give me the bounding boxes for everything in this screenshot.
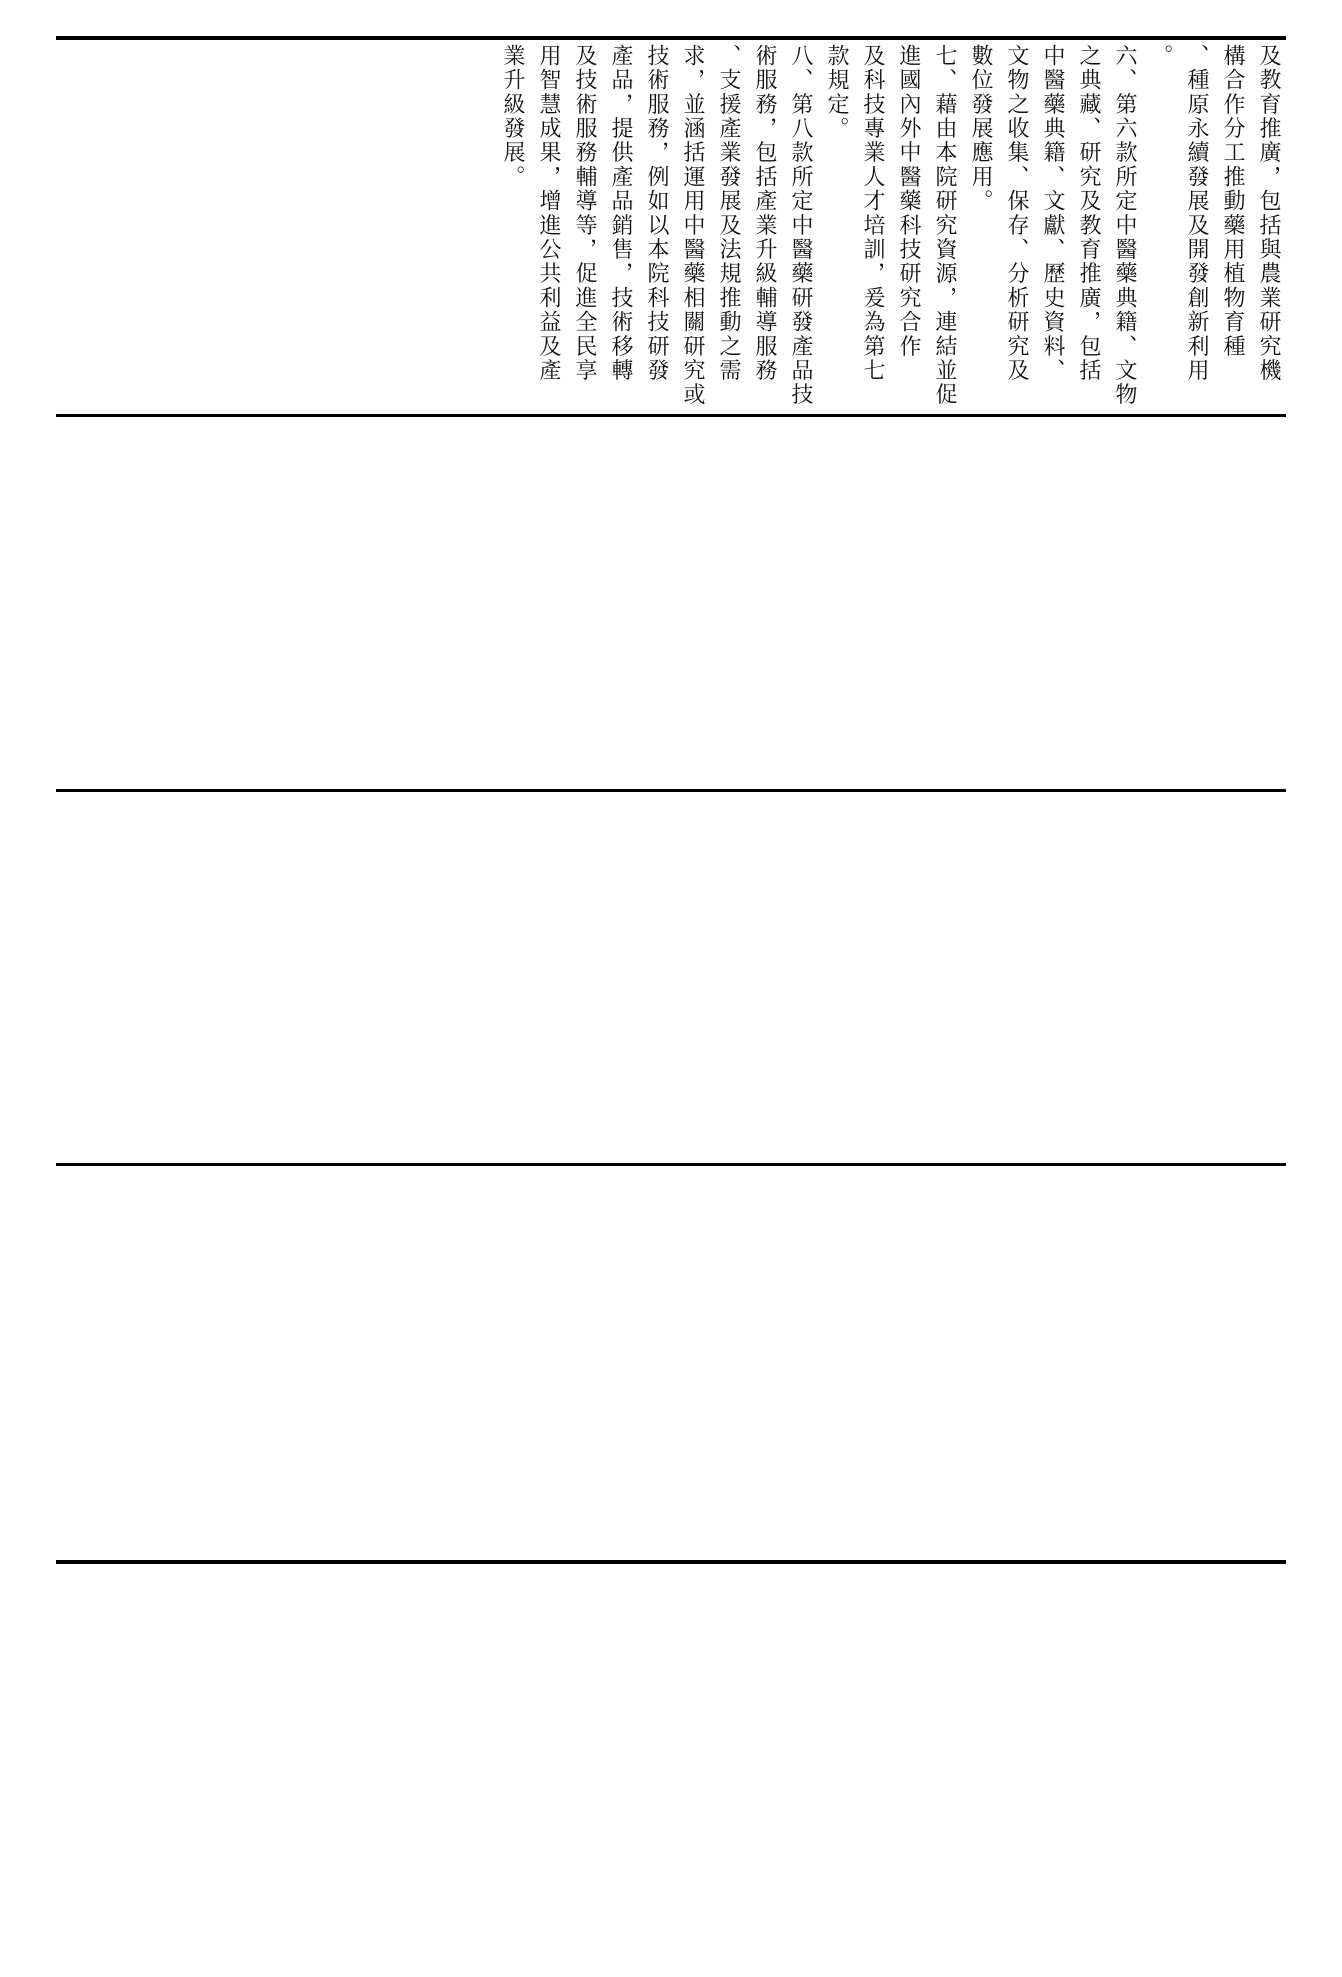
- vertical-text-block: [56, 44, 1286, 406]
- text-column: 款規定。: [824, 44, 849, 141]
- text-column: 用智慧成果，增進公共利益及產: [536, 44, 561, 383]
- text-column: 中醫藥典籍、文獻、歷史資料、: [1040, 44, 1065, 383]
- text-column: 文物之收集、保存、分析研究及: [1004, 44, 1029, 383]
- text-column: 產品，提供產品銷售，技術移轉: [608, 44, 633, 383]
- text-column: 及科技專業人才培訓，爰為第七: [860, 44, 885, 383]
- text-column: 進國內外中醫藥科技研究合作: [896, 44, 921, 359]
- text-column: 、支援產業發展及法規推動之需: [716, 44, 741, 383]
- text-column: 六、第六款所定中醫藥典籍、文物: [1112, 44, 1137, 407]
- horizontal-rule-1: [56, 414, 1286, 417]
- text-column: 七、藉由本院研究資源，連結並促: [932, 44, 957, 407]
- text-column: 技術服務，例如以本院科技研發: [644, 44, 669, 383]
- horizontal-rule-2: [56, 789, 1286, 792]
- text-column: 業升級發展。: [500, 44, 525, 190]
- text-column: 。: [1148, 44, 1173, 69]
- text-column: 、種原永續發展及開發創新利用: [1184, 44, 1209, 383]
- text-column: 及技術服務輔導等，促進全民享: [572, 44, 597, 383]
- text-column: 構合作分工推動藥用植物育種: [1220, 44, 1245, 359]
- text-column: 八、第八款所定中醫藥研發產品技: [788, 44, 813, 407]
- text-column: 及教育推廣，包括與農業研究機: [1256, 44, 1281, 383]
- horizontal-rule-3: [56, 1163, 1286, 1166]
- text-column: 之典藏、研究及教育推廣，包括: [1076, 44, 1101, 383]
- horizontal-rule-top: [56, 36, 1286, 40]
- text-column: 求，並涵括運用中醫藥相關研究或: [680, 44, 705, 407]
- text-column: 術服務，包括產業升級輔導服務: [752, 44, 777, 383]
- horizontal-rule-bottom: [56, 1560, 1286, 1564]
- text-column: 數位發展應用。: [968, 44, 993, 214]
